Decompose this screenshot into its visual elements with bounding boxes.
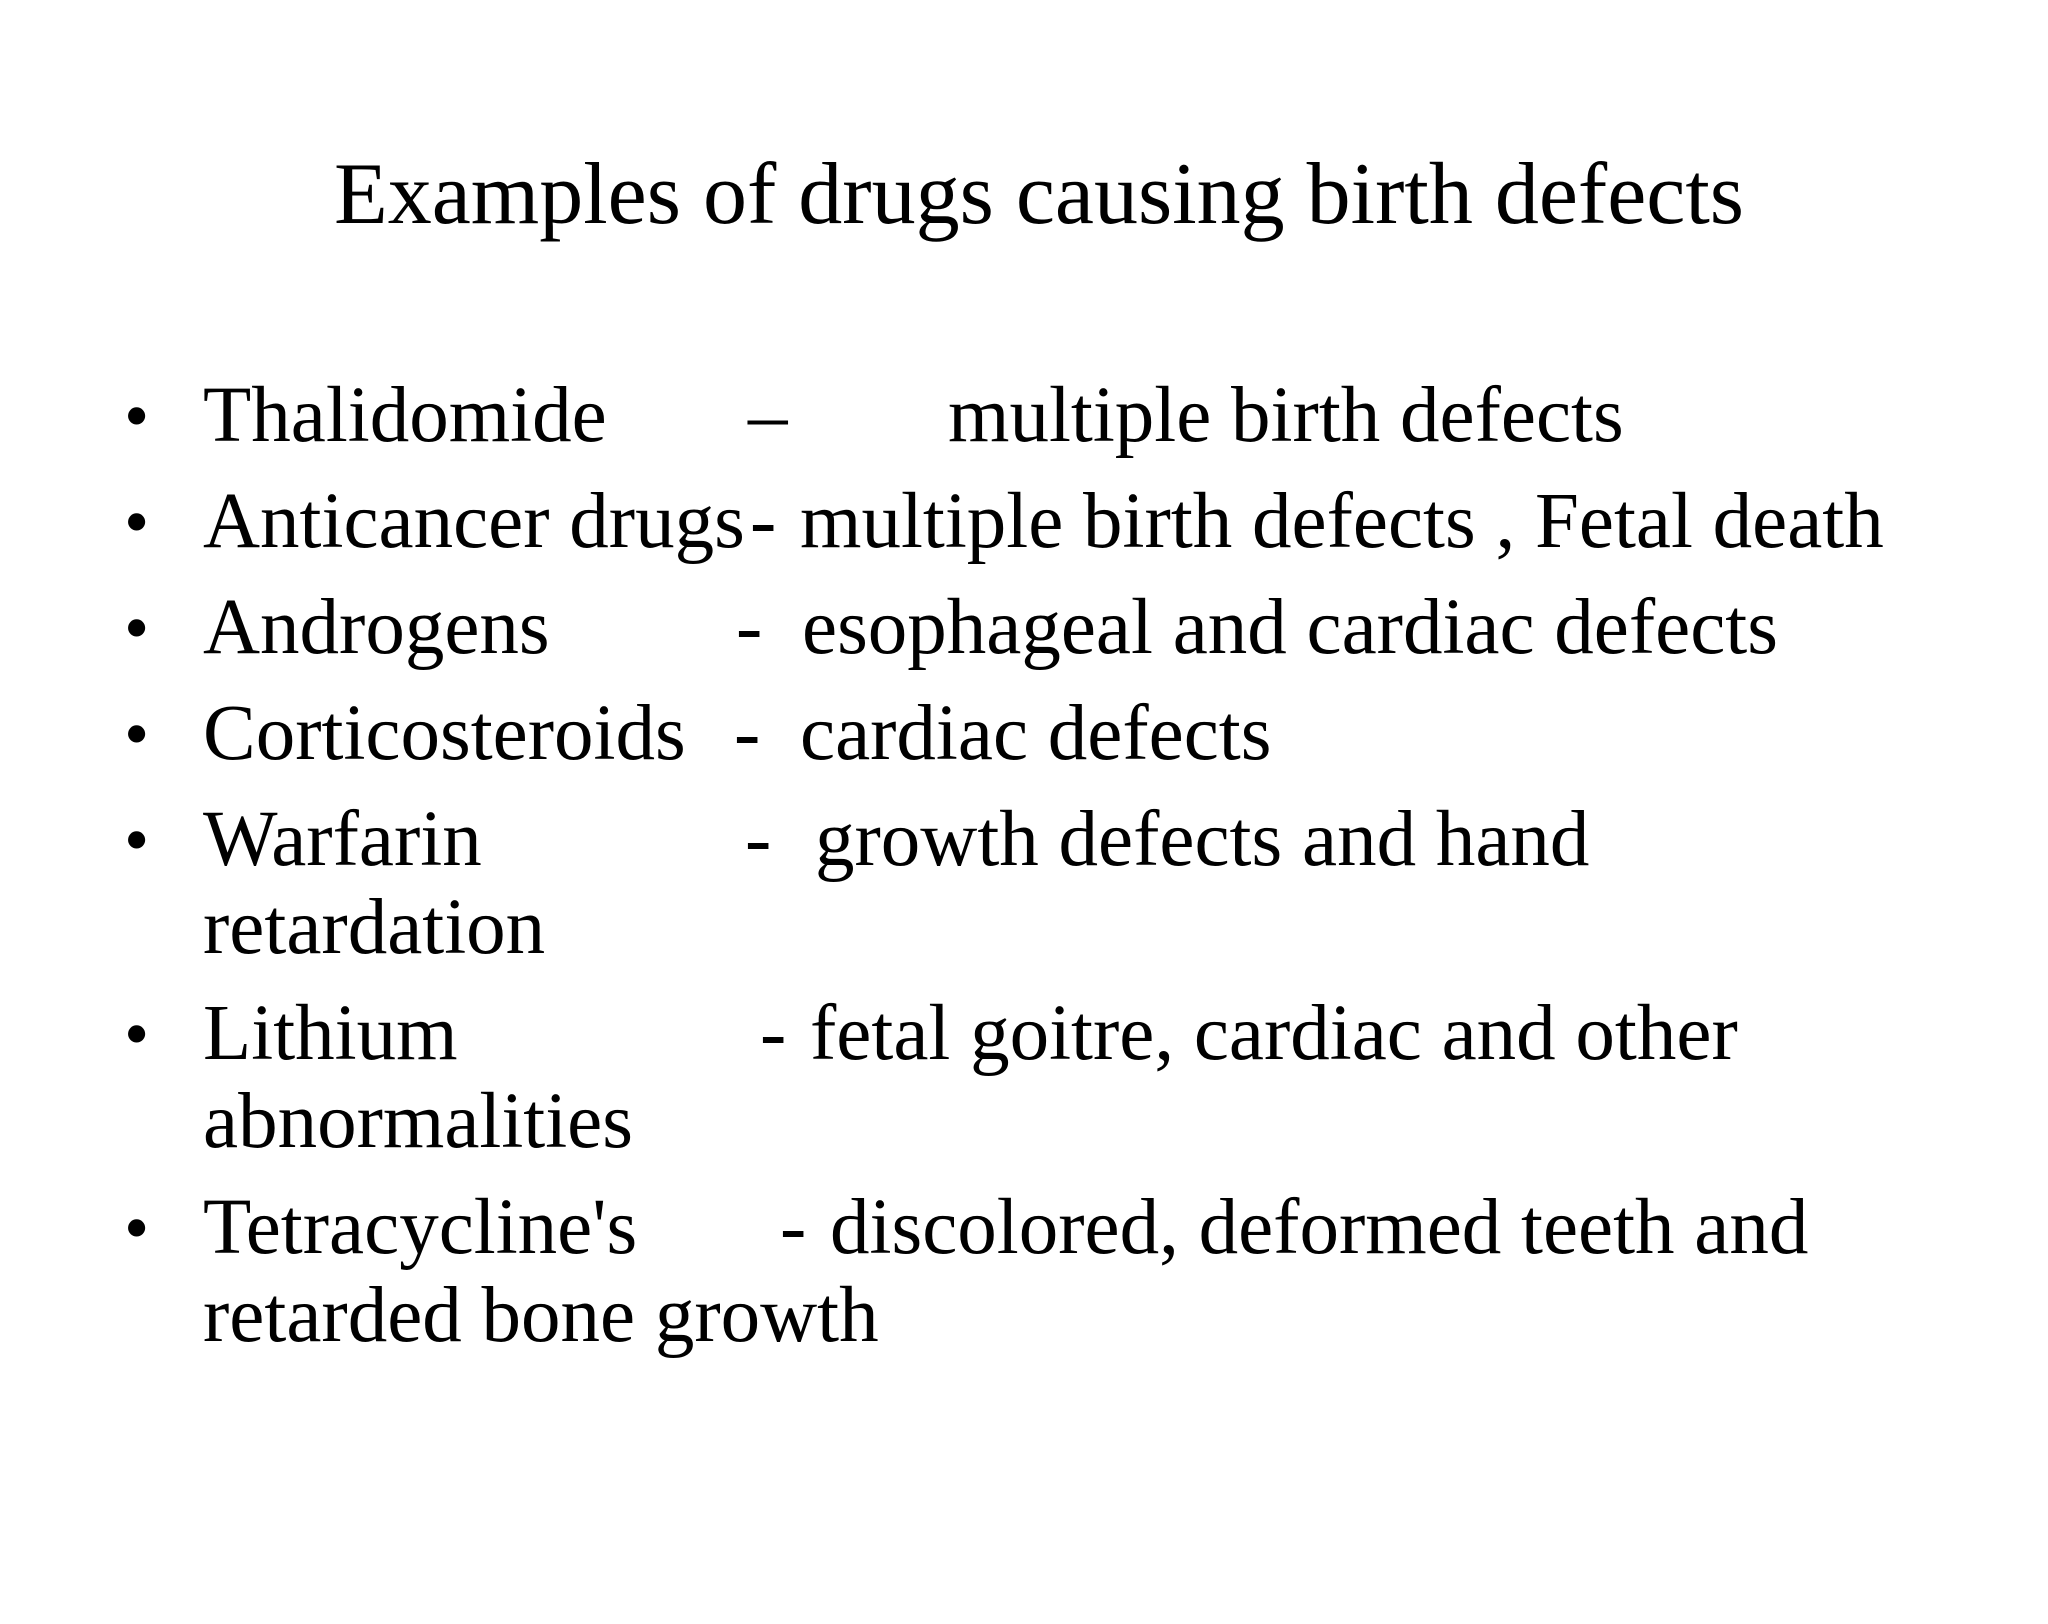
effect-text: multiple birth defects	[948, 372, 1624, 459]
drug-name: Anticancer drugs	[203, 478, 745, 565]
effect-continuation: retardation	[203, 884, 546, 971]
separator: -	[760, 990, 787, 1077]
effect-continuation: retarded bone growth	[203, 1272, 879, 1359]
drug-name: Thalidomide	[203, 372, 607, 459]
effect-text: multiple birth defects , Fetal death	[800, 478, 1884, 565]
effect-text: growth defects and hand	[815, 796, 1590, 883]
slide-title: Examples of drugs causing birth defects	[333, 146, 1745, 243]
bullet-icon: •	[124, 482, 150, 562]
drug-name: Warfarin	[203, 796, 482, 883]
drug-name: Lithium	[203, 990, 458, 1077]
drug-name: Androgens	[203, 584, 550, 671]
separator: -	[734, 690, 761, 777]
bullet-icon: •	[124, 376, 150, 456]
bullet-icon: •	[124, 800, 150, 880]
effect-text: fetal goitre, cardiac and other	[810, 990, 1738, 1077]
separator: -	[750, 478, 777, 565]
drug-name: Corticosteroids	[203, 690, 686, 777]
separator: –	[748, 372, 788, 459]
separator: -	[745, 796, 772, 883]
effect-continuation: abnormalities	[203, 1078, 633, 1165]
effect-text: cardiac defects	[800, 690, 1272, 777]
effect-text: discolored, deformed teeth and	[830, 1184, 1809, 1271]
bullet-icon: •	[124, 1188, 150, 1268]
separator: -	[736, 584, 763, 671]
effect-text: esophageal and cardiac defects	[802, 584, 1778, 671]
drug-name: Tetracycline's	[203, 1184, 638, 1271]
bullet-icon: •	[124, 994, 150, 1074]
separator: -	[780, 1184, 807, 1271]
bullet-icon: •	[124, 694, 150, 774]
bullet-icon: •	[124, 588, 150, 668]
